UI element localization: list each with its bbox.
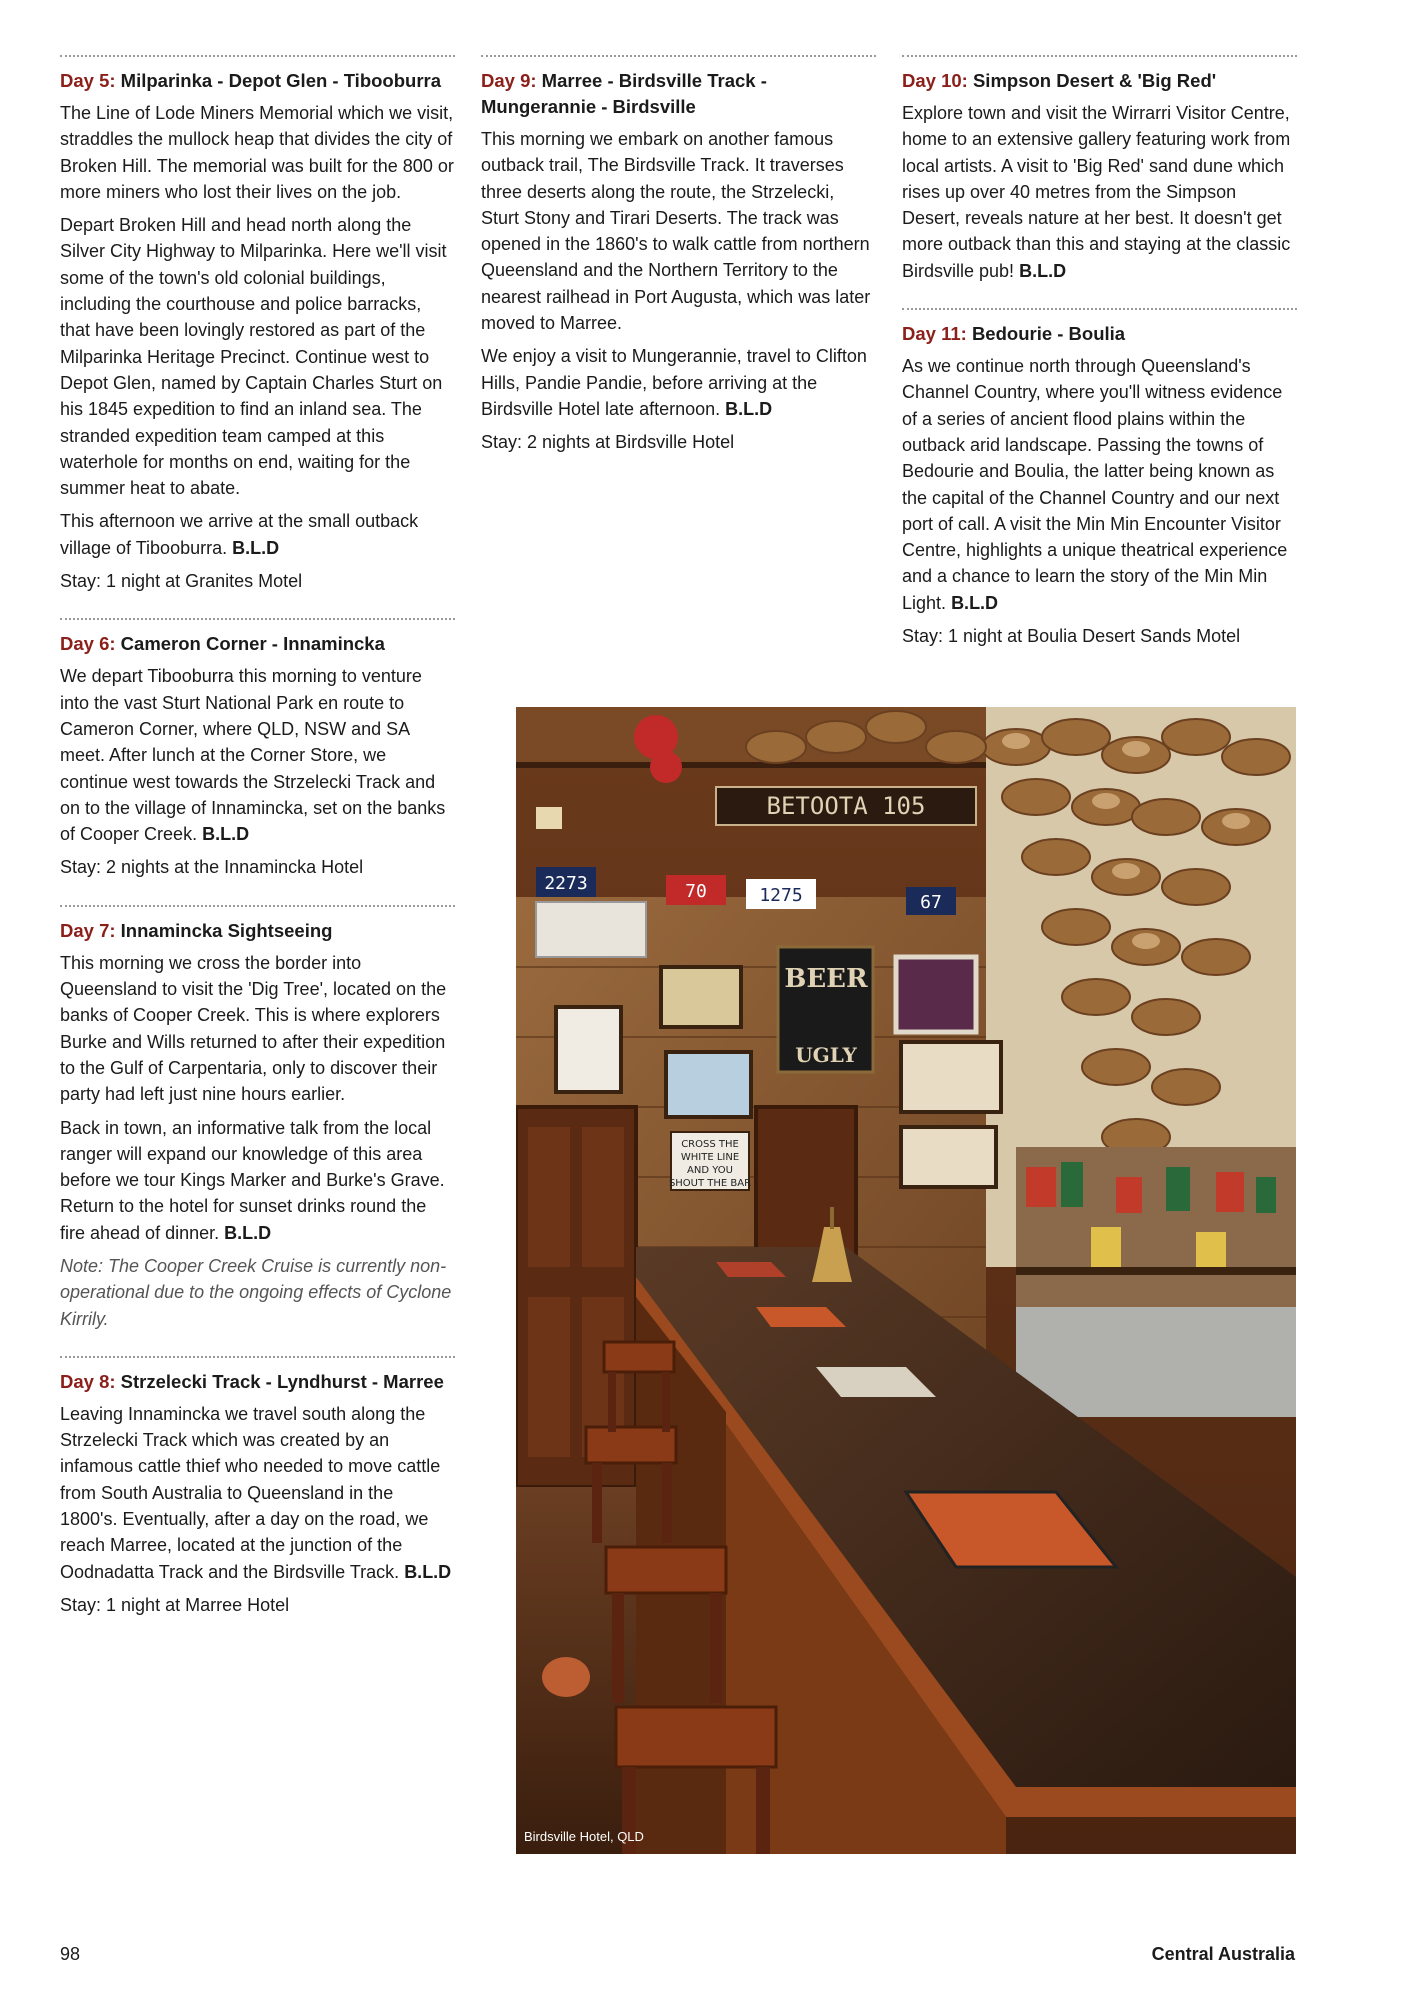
day-7-note: Note: The Cooper Creek Cruise is currently non-operational due to the ongoing effects of Cyclone Kirrily. (60, 1255, 452, 1329)
cross-sign-line-1: CROSS THE (681, 1139, 739, 1150)
day-8-stay: Stay: 1 night at Marree Hotel (60, 1594, 290, 1615)
day-10-meals: B.L.D (1019, 260, 1067, 281)
day-6-section (60, 618, 455, 880)
plate-4: 67 (920, 892, 942, 913)
day-6-heading: Day 6: Cameron Corner - Innamincka (60, 633, 385, 655)
day-9-meals: B.L.D (725, 398, 773, 419)
day-8-section (60, 1356, 455, 1618)
cross-sign-line-3: AND YOU (687, 1165, 733, 1176)
day-6-stay: Stay: 2 nights at the Innamincka Hotel (60, 857, 364, 878)
day-9-paragraph-1: This morning we embark on another famous outback trail, The Birdsville Track. It traverses three deserts along the route, the Strzelecki, Sturt Stony and Tirari Deserts. The track was opened in the 1860's to walk cattle from northern Queensland and the Northern Territory to the nearest railhead in Port Augusta, which was later moved to Marree. (481, 129, 871, 334)
day-9-paragraph-2: We enjoy a visit to Mungerannie, travel to Clifton Hills, Pandie Pandie, before arriving at the Birdsville Hotel late afternoon. B.L.D (481, 346, 867, 419)
cross-sign-line-2: WHITE LINE (680, 1152, 740, 1163)
day-10-heading: Day 10: Simpson Desert & 'Big Red' (902, 70, 1217, 91)
day-5-meals: B.L.D (232, 537, 280, 558)
day-9-heading: Day 9: Marree - Birdsville Track - Mungerannie - Birdsville (481, 70, 767, 117)
pub-interior-illustration (516, 707, 1296, 1854)
day-7-section (60, 905, 455, 1332)
day-8-paragraph-1: Leaving Innamincka we travel south along the Strzelecki Track which was created by an infamous cattle thief who needed to move cattle from South Australia to Queensland in the 1800's. Eventually, after a day on the road, we reach Marree, located at the junction of the Oodnadatta Track and the Birdsville Track. B.L.D (60, 1403, 452, 1582)
day-7-heading: Day 7: Innamincka Sightseeing (60, 919, 333, 941)
day-11-stay: Stay: 1 night at Boulia Desert Sands Motel (902, 626, 1241, 647)
ugly-sign: UGLY (795, 1043, 857, 1067)
day-5-paragraph-2: Depart Broken Hill and head north along the Silver City Highway to Milparinka. Here we'll visit some of the town's old colonial buildings, including the courthouse and police barracks, that have been lovingly restored as part of the Milparinka Heritage Precinct. Continue west to Depot Glen, named by Captain Charles Sturt on his 1845 expedition to find an inland sea. The stranded expedition team camped at this waterhole for months on end, waiting for the summer heat to abate. (60, 215, 447, 499)
day-5-paragraph-3: This afternoon we arrive at the small outback village of Tibooburra. B.L.D (60, 511, 419, 558)
day-11-section (902, 308, 1297, 649)
beer-sign: BEER (784, 964, 868, 994)
section-title: Central Australia (1151, 1944, 1295, 1964)
column-middle (481, 55, 876, 480)
day-7-paragraph-2: Back in town, an informative talk from the local ranger will expand our knowledge of this area before we tour Kings Marker and Burke's Grave. Return to the hotel for sunset drinks round the fire ahead of dinner. B.L.D (60, 1117, 445, 1243)
day-7-meals: B.L.D (224, 1222, 272, 1243)
plate-1: 2273 (544, 873, 588, 894)
photo-caption: Birdsville Hotel, QLD (524, 1829, 644, 1844)
day-6-paragraph-1: We depart Tibooburra this morning to venture into the vast Sturt National Park en route to Cameron Corner, where QLD, NSW and SA meet. After lunch at the Corner Store, we continue west towards the Strzelecki Track and on to the village of Innamincka, set on the banks of Cooper Creek. B.L.D (60, 666, 446, 845)
plate-3: 1275 (759, 885, 803, 906)
column-left (60, 55, 455, 1642)
day-11-meals: B.L.D (951, 592, 999, 613)
betoota-sign: BETOOTA 105 (766, 792, 926, 820)
day-11-paragraph-1: As we continue north through Queensland's Channel Country, where you'll witness evidence of a series of ancient flood plains within the outback arid landscape. Passing the towns of Bedourie and Boulia, the latter being known as the capital of the Channel Country and our next port of call. A visit the Min Min Encounter Visitor Centre, highlights a unique theatrical experience and a chance to learn the story of the Min Min Light. B.L.D (902, 356, 1288, 613)
birdsville-hotel-photo (516, 707, 1296, 1854)
day-10-section (902, 55, 1297, 284)
page-number: 98 (60, 1944, 81, 1964)
day-5-heading: Day 5: Milparinka - Depot Glen - Tibooburra (60, 70, 442, 91)
day-11-heading: Day 11: Bedourie - Boulia (902, 323, 1126, 345)
day-9-section (481, 55, 876, 456)
day-7-paragraph-1: This morning we cross the border into Queensland to visit the 'Dig Tree', located on the banks of Cooper Creek. This is where explorers Burke and Wills returned to after their expedition to the Gulf of Carpentaria, only to discover their party had left just nine hours earlier. (60, 952, 447, 1105)
day-5-section (60, 55, 455, 594)
column-right (902, 55, 1297, 673)
day-8-meals: B.L.D (404, 1561, 452, 1582)
day-5-paragraph-1: The Line of Lode Miners Memorial which we visit, straddles the mullock heap that divides the city of Broken Hill. The memorial was built for the 800 or more miners who lost their lives on the job. (60, 103, 454, 202)
cross-sign-line-4: SHOUT THE BAR (668, 1178, 752, 1189)
day-9-stay: Stay: 2 nights at Birdsville Hotel (481, 432, 735, 453)
day-10-paragraph-1: Explore town and visit the Wirrarri Visitor Centre, home to an extensive gallery featuring work from local artists. A visit to 'Big Red' sand dune which rises up over 40 metres from the Simpson Desert, reveals nature at her best. It doesn't get more outback than this and staying at the classic Birdsville pub! B.L.D (902, 103, 1291, 281)
day-6-meals: B.L.D (202, 824, 250, 845)
plate-2: 70 (685, 881, 707, 902)
day-8-heading: Day 8: Strzelecki Track - Lyndhurst - Marree (60, 1370, 444, 1392)
day-5-stay: Stay: 1 night at Granites Motel (60, 571, 303, 592)
